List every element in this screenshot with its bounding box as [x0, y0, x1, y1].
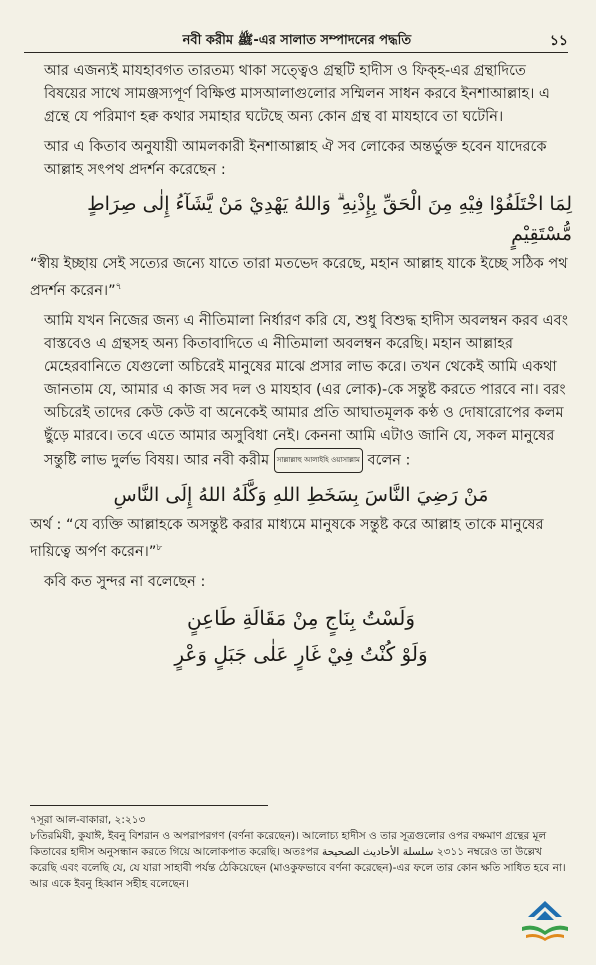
- body-text: [30, 60, 572, 671]
- footnote-ref-7: ৭: [115, 282, 122, 292]
- footnote-8: ৮তিরমিযী, কুযাঈ, ইবনু বিশরান ও অপরাপরগণ (বর্ণনা করেছেন)। আলোচ্য হাদীস ও তার সূত্রগুলোর ওপর বক্ষমাণ গ্রন্থের মূল কিতাবের হাদীস অনুসন্ধান করতে গিয়ে আলোকপাত করেছি। অতঃপর سلسلة الأحاديث الصحيحة ২৩১১ নম্বরেও তা উল্লেখ করেছি এবং বলেছি যে, যে যারা সাহাবী পর্যন্ত ঠেকিয়েছেন (মাওকুফভাবে বর্ণনা করেছেন)-এর ফলে তার কোন ক্ষতি সাধিত হবে না। আর একে ইবনু হিব্বান সহীহ বলেছেন।: [30, 830, 566, 890]
- footnote-ref-8: ৮: [156, 542, 163, 553]
- footnotes: [30, 812, 568, 892]
- paragraph-1: আর এজন্যই মাযহাবগত তারতম্য থাকা সত্ত্বেও গ্রন্থটি হাদীস ও ফিক্‌হ-এর গ্রন্থাদিতে বিষয়ের সাথে সামঞ্জস্যপূর্ণ বিক্ষিপ্ত মাসআলাগুলোর সম্মিলন সাধন করবে ইনশাআল্লাহ। এ গ্রন্থে যে পরিমাণ হক্ব কথার সমাহার ঘটেছে অন্য কোন গ্রন্থ বা মাযহাবে তা ঘটেনি।: [44, 63, 550, 125]
- verse-translation: [30, 253, 572, 303]
- paragraph-2: আর এ কিতাব অনুযায়ী আমলকারী ইনশাআল্লাহ ঐ সব লোকের অন্তর্ভুক্ত হবেন যাদেরকে আল্লাহ সৎপথ প্রদর্শন করেছেন :: [44, 139, 547, 178]
- verse-translation-text: “স্বীয় ইচ্ছায় সেই সত্যের জন্যে যাতে তারা মতভেদ করেছে, মহান আল্লাহ যাকে ইচ্ছে সঠিক পথ প্রদর্শন করেন।”: [30, 256, 568, 299]
- page-number: ১১: [549, 33, 568, 49]
- paragraph-3-end: বলেন :: [367, 452, 411, 469]
- paragraph-4: কবি কত সুন্দর না বলেছেন :: [44, 573, 206, 590]
- chapter-title: নবী করীম ﷺ-এর সালাত সম্পাদনের পদ্ধতি: [182, 32, 412, 48]
- arabic-verse: لِمَا اخْتَلَفُوْا فِيْهِ مِنَ الْحَقِّ بِإِذْنِهِ ۗ وَاللهُ يَهْدِيْ مَنْ يَّشَآءُ إِلٰى صِرَاطٍ مُّسْتَقِيْمٍ: [87, 193, 572, 245]
- hadith-translation-text: অর্থ : “যে ব্যক্তি আল্লাহকে অসন্তুষ্ট করার মাধ্যমে মানুষকে সন্তুষ্ট করে আল্লাহ তাকে মানুষের দায়িত্বে অর্পণ করেন।”: [30, 516, 544, 560]
- hadith-translation: [30, 514, 572, 564]
- footnote-divider: [30, 805, 268, 806]
- salutation-mark: সাল্লাল্লাহু আলাইহি ওয়াসাল্লাম: [274, 448, 363, 473]
- poem-line-2: وَلَوْ كُنْتُ فِيْ غَارٍ عَلٰى جَبَلٍ وَعْرٍ: [174, 641, 428, 666]
- running-header: [24, 30, 568, 53]
- footnote-7: ৭সূরা আল-বাকারা, ২:২১৩: [30, 814, 146, 826]
- arabic-hadith: مَنْ رَضِيَ النَّاسَ بِسَخَطِ اللهِ وَكَّلَهُ اللهُ إِلَى النَّاسِ: [113, 483, 489, 506]
- paragraph-3-text: আমি যখন নিজের জন্য এ নীতিমালা নির্ধারণ করি যে, শুধু বিশুদ্ধ হাদীস অবলম্বন করব এবং বাস্তবেও এ গ্রন্থসহ অন্য কিতাবাদিতে এ নীতিমালা অবলম্বন করেছি। মহান আল্লাহর মেহেরবানিতে যেগুলো অচিরেই মানুষের মাঝে প্রসার লাভ করে। তখন থেকেই আমি একথা জানতাম যে, আমার এ কাজ সব দল ও মাযহাব (এর লোক)-কে সন্তুষ্ট করতে পারবে না। বরং অচিরেই তাদের কেউ কেউ বা অনেকেই আমার প্রতি আঘাতমূলক কণ্ঠ ও দোষারোপের কলম ছুঁড়ে মারবে। তবে এতে আমার অসুবিধা নেই। কেননা আমি এটাও জানি যে, সকল মানুষের সন্তুষ্টি লাভ দুর্লভ বিষয়। আর নবী করীম: [44, 312, 568, 469]
- paragraph-3: [44, 310, 572, 473]
- poem-line-1: وَلَسْتُ بِنَاجٍ مِنْ مَقَالَةِ طَاعِنٍ: [186, 605, 416, 630]
- publisher-logo-icon: [516, 897, 574, 947]
